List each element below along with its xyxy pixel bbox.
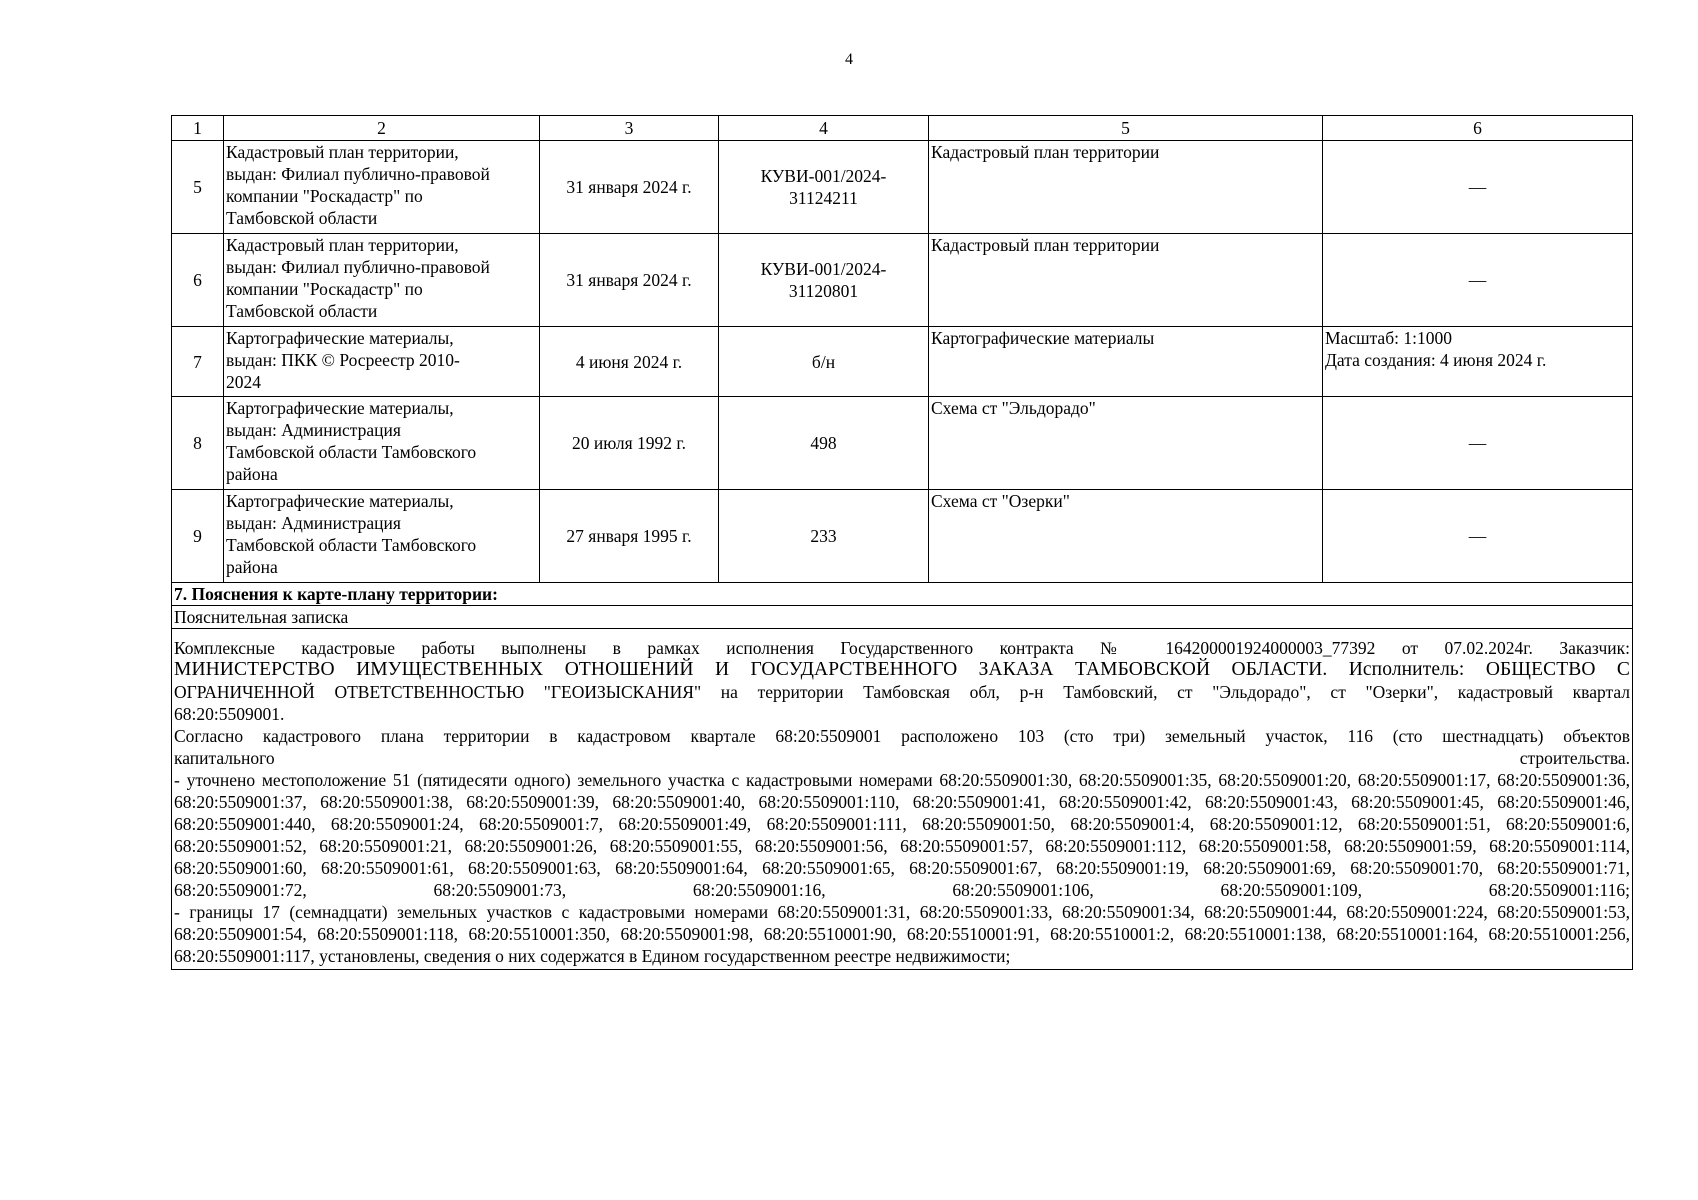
table-row — [172, 397, 1633, 490]
document-title: Кадастровый план территории — [929, 234, 1323, 327]
document-name-line: Кадастровый план территории, — [226, 142, 459, 162]
document-name-line: компании "Роскадастр" по — [226, 279, 423, 299]
document-name-line: Тамбовской области — [226, 208, 378, 228]
document-name-line: выдан: ПКК © Росреестр 2010- — [226, 350, 460, 370]
note-paragraph: - границы 17 (семнадцати) земельных участков с кадастровыми номерами 68:20:5509001:31, 68:20:5509001:33, 68:20:5509001:34, 68:20:5509001:44, 68:20:5509001:224, 68:20:5509001:53, 68:20:5509001:54, 68:20:5509001:118, 68:20:5510001:350, 68:20:5509001:98, 68:20:5510001:90, 68:20:5510001:91, 68:20:5510001:2, 68:20:5510001:138, 68:20:5510001:164, 68:20:5510001:256, 68:20:5509001:117, установлены, сведения о них содержатся в Едином государственном реестре недвижимости; — [174, 902, 1630, 966]
document-name-line: выдан: Администрация — [226, 513, 401, 533]
document-number — [719, 327, 929, 397]
document-title: Кадастровый план территории — [929, 141, 1323, 234]
document-name — [224, 397, 540, 490]
row-number: 6 — [172, 234, 224, 327]
section-heading-row — [172, 583, 1633, 606]
document-number-line: б/н — [811, 351, 836, 372]
document-number — [719, 397, 929, 490]
document-name-line: Тамбовской области Тамбовского — [226, 442, 477, 462]
document-date: 27 января 1995 г. — [540, 490, 719, 583]
document-note: — — [1323, 397, 1633, 490]
note-text-line: Комплексные кадастровые работы выполнены в рамках исполнения Государственного контракта № 164200001924000003_77392 от 07.02.2024г. Заказчик: — [174, 638, 1630, 658]
table-row — [172, 327, 1633, 397]
document-number — [719, 490, 929, 583]
document-note-line: Дата создания: 4 июня 2024 г. — [1325, 350, 1547, 370]
note-text-line: ОГРАНИЧЕННОЙ ОТВЕТСТВЕННОСТЬЮ "ГЕОИЗЫСКАНИЯ" на территории Тамбовская обл, р-н Тамбовский, ст "Эльдорадо", ст "Озерки", кадастровый квартал — [174, 682, 1630, 702]
document-name-line: Картографические материалы, — [226, 328, 454, 348]
document-date: 31 января 2024 г. — [540, 234, 719, 327]
column-header: 1 — [172, 116, 224, 141]
document-name-line: Кадастровый план территории, — [226, 235, 459, 255]
document-note: — — [1323, 234, 1633, 327]
document-name-line: выдан: Администрация — [226, 420, 401, 440]
document-title: Схема ст "Озерки" — [929, 490, 1323, 583]
document-note-line: Масштаб: 1:1000 — [1325, 328, 1452, 348]
document-name — [224, 490, 540, 583]
document-name-line: района — [226, 464, 278, 484]
document-number-line: КУВИ-001/2024- — [760, 166, 887, 186]
document-name-line: 2024 — [226, 372, 261, 392]
row-number: 7 — [172, 327, 224, 397]
column-header: 4 — [719, 116, 929, 141]
table-row — [172, 234, 1633, 327]
column-header: 6 — [1323, 116, 1633, 141]
row-number: 8 — [172, 397, 224, 490]
section-subheading-row — [172, 606, 1633, 629]
note-text-line: МИНИСТЕРСТВО ИМУЩЕСТВЕННЫХ ОТНОШЕНИЙ И ГОСУДАРСТВЕННОГО ЗАКАЗА ТАМБОВСКОЙ ОБЛАСТИ. Исполнитель: ОБЩЕСТВО С — [174, 659, 1630, 680]
row-number: 9 — [172, 490, 224, 583]
document-name-line: Картографические материалы, — [226, 398, 454, 418]
document-name-line: выдан: Филиал публично-правовой — [226, 257, 490, 277]
explanatory-note-row — [172, 629, 1633, 970]
cadastral-table — [171, 115, 1633, 970]
column-header: 5 — [929, 116, 1323, 141]
document-date: 31 января 2024 г. — [540, 141, 719, 234]
table-header-row — [172, 116, 1633, 141]
document-name — [224, 141, 540, 234]
explanatory-note — [172, 629, 1633, 970]
table-row — [172, 490, 1633, 583]
section-subheading: Пояснительная записка — [172, 606, 1633, 629]
note-paragraph: - уточнено местоположение 51 (пятидесяти одного) земельного участка с кадастровыми номерами 68:20:5509001:30, 68:20:5509001:35, 68:20:5509001:20, 68:20:5509001:17, 68:20:5509001:36, 68:20:5509001:37, 68:20:5509001:38, 68:20:5509001:39, 68:20:5509001:40, 68:20:5509001:110, 68:20:5509001:41, 68:20:5509001:42, 68:20:5509001:43, 68:20:5509001:45, 68:20:5509001:46, 68:20:5509001:440, 68:20:5509001:24, 68:20:5509001:7, 68:20:5509001:49, 68:20:5509001:111, 68:20:5509001:50, 68:20:5509001:4, 68:20:5509001:12, 68:20:5509001:51, 68:20:5509001:6, 68:20:5509001:52, 68:20:5509001:21, 68:20:5509001:26, 68:20:5509001:55, 68:20:5509001:56, 68:20:5509001:57, 68:20:5509001:112, 68:20:5509001:58, 68:20:5509001:59, 68:20:5509001:114, 68:20:5509001:60, 68:20:5509001:61, 68:20:5509001:63, 68:20:5509001:64, 68:20:5509001:65, 68:20:5509001:67, 68:20:5509001:19, 68:20:5509001:69, 68:20:5509001:70, 68:20:5509001:71, 68:20:5509001:72, 68:20:5509001:73, 68:20:5509001:16, 68:20:5509001:106, 68:20:5509001:109, 68:20:5509001:116; — [174, 770, 1630, 900]
document-note: — — [1323, 490, 1633, 583]
document-number-line: 233 — [810, 526, 837, 546]
document-name-line: Тамбовской области Тамбовского — [226, 535, 477, 555]
note-text-line: Согласно кадастрового плана территории в кадастровом квартале 68:20:5509001 расположено 103 (сто три) земельный участок, 116 (сто шестнадцать) объектов — [174, 726, 1630, 746]
table-row — [172, 141, 1633, 234]
document-date: 20 июля 1992 г. — [540, 397, 719, 490]
note-text-line: капитального строительства. — [174, 748, 1630, 768]
document-note: — — [1323, 141, 1633, 234]
document-number-line: 31120801 — [788, 281, 859, 301]
document-number-line: 31124211 — [789, 188, 858, 208]
document-name-line: Тамбовской области — [226, 301, 378, 321]
document-number — [719, 141, 929, 234]
document-name-line: выдан: Филиал публично-правовой — [226, 164, 490, 184]
document-number — [719, 234, 929, 327]
document-title: Картографические материалы — [929, 327, 1323, 397]
page-number: 4 — [845, 51, 853, 68]
column-header: 3 — [540, 116, 719, 141]
row-number: 5 — [172, 141, 224, 234]
document-name-line: Картографические материалы, — [226, 491, 454, 511]
document-name-line: района — [226, 557, 278, 577]
document-name-line: компании "Роскадастр" по — [226, 186, 423, 206]
document-name — [224, 327, 540, 397]
document-number-line: 498 — [810, 433, 837, 453]
document-date: 4 июня 2024 г. — [540, 327, 719, 397]
document-note — [1323, 327, 1633, 397]
section-heading: 7. Пояснения к карте-плану территории: — [172, 583, 1633, 606]
document-title: Схема ст "Эльдорадо" — [929, 397, 1323, 490]
column-header: 2 — [224, 116, 540, 141]
document-number-line: КУВИ-001/2024- — [760, 259, 887, 279]
document-name — [224, 234, 540, 327]
note-text-line: 68:20:5509001. — [174, 704, 285, 724]
